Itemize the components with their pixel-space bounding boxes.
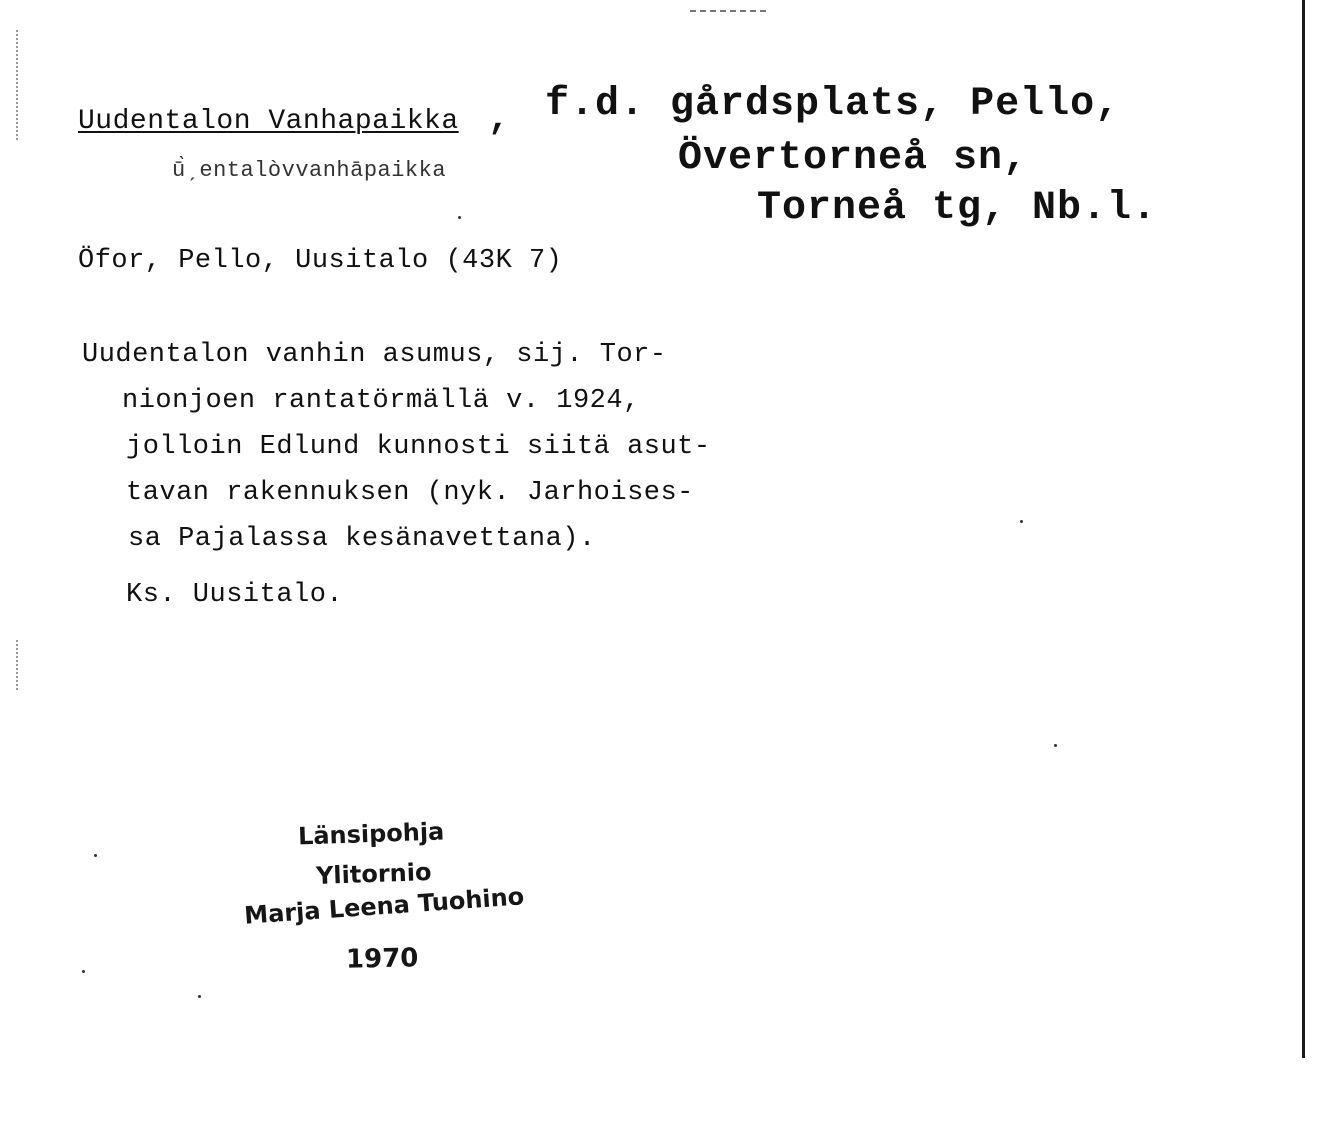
body-line-3: jolloin Edlund kunnosti siitä asut- (126, 432, 711, 462)
speck (94, 854, 97, 857)
stamp-line-2: Ylitornio (315, 857, 432, 891)
body-line-4: tavan rakennuksen (nyk. Jarhoises- (126, 478, 694, 508)
scan-mark (690, 10, 766, 14)
body-line-6: Ks. Uusitalo. (126, 580, 344, 610)
card-right-edge (1302, 0, 1305, 1058)
speck (458, 216, 461, 219)
body-line-1: Uudentalon vanhin asumus, sij. Tor- (82, 340, 667, 370)
speck (1020, 520, 1023, 523)
body-line-5: sa Pajalassa kesänavettana). (128, 524, 596, 554)
source-reference: Öfor, Pello, Uusitalo (43K 7) (78, 246, 563, 276)
body-line-2: nionjoen rantatörmällä v. 1924, (122, 386, 640, 416)
stamp-line-1: Länsipohja (297, 817, 445, 851)
speck (1054, 744, 1057, 747)
heading-line-2: Övertorneå sn, (678, 136, 1029, 181)
stamp-line-3: Marja Leena Tuohino (243, 882, 526, 930)
headword: Uudentalon Vanhapaikka (78, 106, 459, 137)
phonetic-transcription: ū̀ˏentalòvvanhāpaikka (172, 158, 447, 183)
headword-comma: , (488, 98, 510, 139)
stamp-line-4: 1970 (345, 943, 419, 975)
card-left-edge-lower (16, 640, 20, 690)
speck (198, 995, 201, 998)
speck (82, 970, 85, 973)
card-left-edge (16, 30, 20, 140)
heading-line-1: f.d. gårdsplats, Pello, (545, 82, 1121, 127)
heading-line-3: Torneå tg, Nb.l. (757, 186, 1158, 231)
